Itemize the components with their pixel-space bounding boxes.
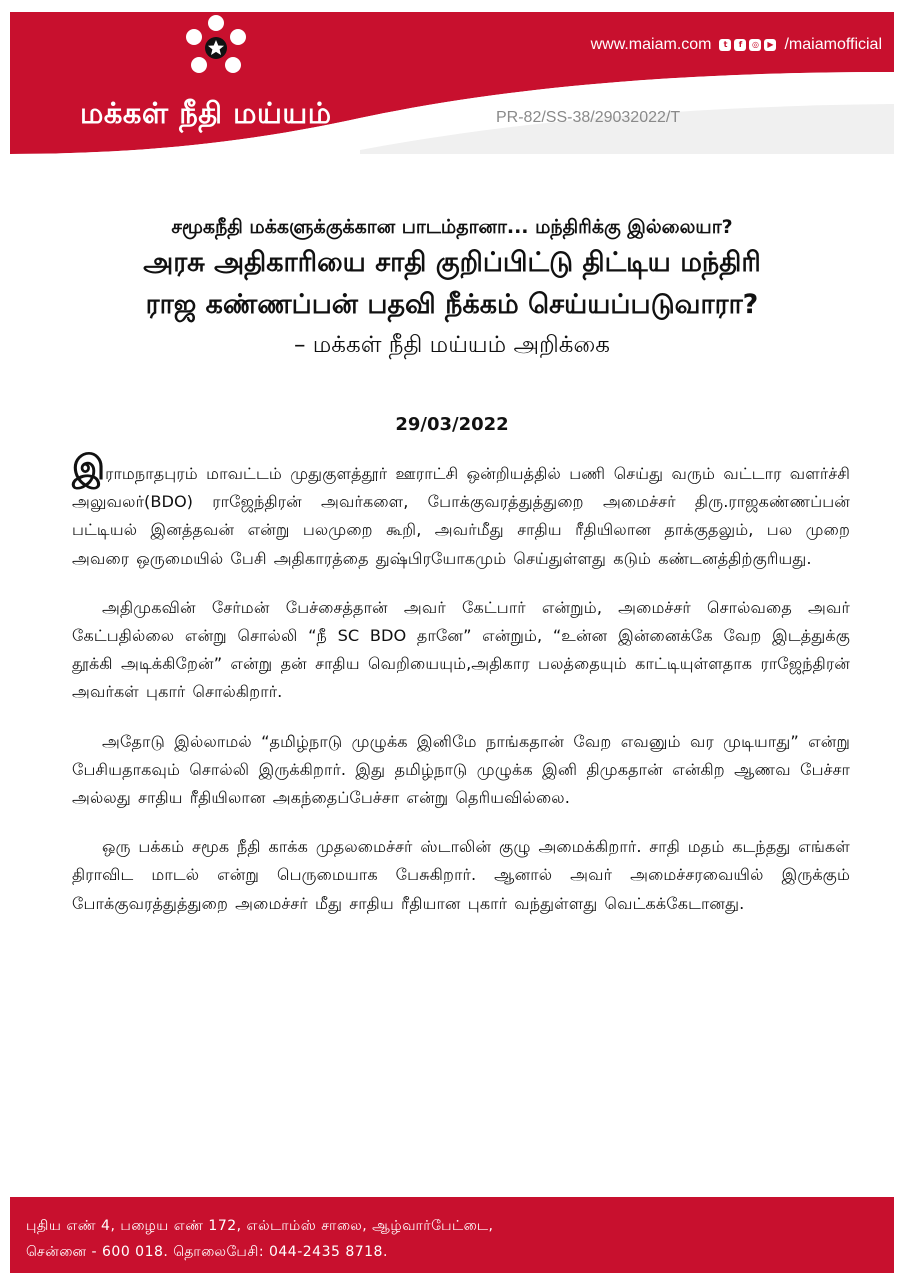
facebook-icon[interactable]: f xyxy=(734,39,746,51)
social-handle[interactable]: /maiamofficial xyxy=(784,36,882,53)
footer-address xyxy=(26,1213,493,1265)
paragraph-1-text: ராமநாதபுரம் மாவட்டம் முதுகுளத்தூர் ஊராட்சி ஒன்றியத்தில் பணி செய்து வரும் வட்டார வளர்ச்சி அலுவலர்(BDO) ராஜேந்திரன் அவர்களை, போக்குவரத்துத்துறை அமைச்சர் திரு.ராஜகண்ணப்பன் பட்டியல் இனத்தவன் என்று பலமுறை கூறி, அவர்மீது சாதிய ரீதியிலான தாக்குதலும், பல முறை அவரை ஒருமையில் பேசி அதிகாரத்தை துஷ்பிரயோகமும் செய்துள்ளது கடும் கண்டனத்திற்குரியது. xyxy=(72,464,850,568)
instagram-icon[interactable]: ◎ xyxy=(749,39,761,51)
twitter-icon[interactable]: t xyxy=(719,39,731,51)
headline-line-1: அரசு அதிகாரியை சாதி குறிப்பிட்டு திட்டிய மந்திரி xyxy=(143,247,761,278)
paragraph-2: அதிமுகவின் சேர்மன் பேச்சைத்தான் அவர் கேட்பார் என்றும், அமைச்சர் சொல்வதை அவர் கேட்பதில்லை என்று சொல்லி “நீ SC BDO தானே” என்றும், “உன்ன இன்னைக்கே வேற இடத்துக்கு தூக்கி அடிக்கிறேன்” என்று தன் சாதிய வெறியையும்,அதிகார பலத்தையும் காட்டியுள்ளதாக ராஜேந்திரன் அவர்கள் புகார் சொல்கிறார். xyxy=(72,597,850,702)
paragraph-4: ஒரு பக்கம் சமூக நீதி காக்க முதலமைச்சர் ஸ்டாலின் குழு அமைக்கிறார். சாதி மதம் கடந்தது எங்கள் திராவிட மாடல் என்று பெருமையாக பேசுகிறார். ஆனால் அவர் அமைச்சரவையில் இருக்கும் போக்குவரத்துத்துறை அமைச்சர் மீது சாதிய ரீதியான புகார் வந்துள்ளது வெட்கக்கேடானது. xyxy=(72,837,850,913)
youtube-icon[interactable]: ▶ xyxy=(764,39,776,51)
release-date: 29/03/2022 xyxy=(395,414,509,435)
subtitle: சமூகநீதி மக்களுக்குக்கான பாடம்தானா... மந்திரிக்கு இல்லையா? xyxy=(171,216,733,238)
letterhead-band xyxy=(0,0,904,170)
byline: – மக்கள் நீதி மய்யம் அறிக்கை xyxy=(293,332,610,358)
paragraph-1 xyxy=(72,448,850,573)
website-link[interactable]: www.maiam.com xyxy=(590,36,712,53)
letterhead xyxy=(0,0,904,170)
address-line-1: புதிய எண் 4, பழைய எண் 172, எல்டாம்ஸ் சாலை, ஆழ்வார்பேட்டை, xyxy=(26,1218,494,1234)
headline-line-2: ராஜ கண்ணப்பன் பதவி நீக்கம் செய்யப்படுவாரா? xyxy=(145,289,759,320)
org-name: மக்கள் நீதி மய்யம் xyxy=(80,96,332,130)
contact-bar xyxy=(591,34,882,56)
statement-body xyxy=(72,448,851,939)
paragraph-3: அதோடு இல்லாமல் “தமிழ்நாடு முழுக்க இனிமே நாங்கதான் வேற எவனும் வர முடியாது” என்று பேசியதாகவும் சொல்லி இருக்கிறார். இது தமிழ்நாடு முழுக்க இனி திமுகதான் என்கிற ஆணவ பேச்சா அல்லது சாதிய ரீதியிலான அகந்தைப்பேச்சா என்று தெரியவில்லை. xyxy=(72,731,851,808)
social-icons xyxy=(719,39,776,51)
title-block xyxy=(0,212,904,363)
footer xyxy=(10,1197,894,1273)
drop-cap: இ xyxy=(72,448,106,488)
reference-number: PR-82/SS-38/29032022/T xyxy=(496,109,681,126)
address-line-2: சென்னை - 600 018. தொலைபேசி: 044-2435 8718. xyxy=(26,1244,388,1260)
party-logo xyxy=(183,15,249,81)
